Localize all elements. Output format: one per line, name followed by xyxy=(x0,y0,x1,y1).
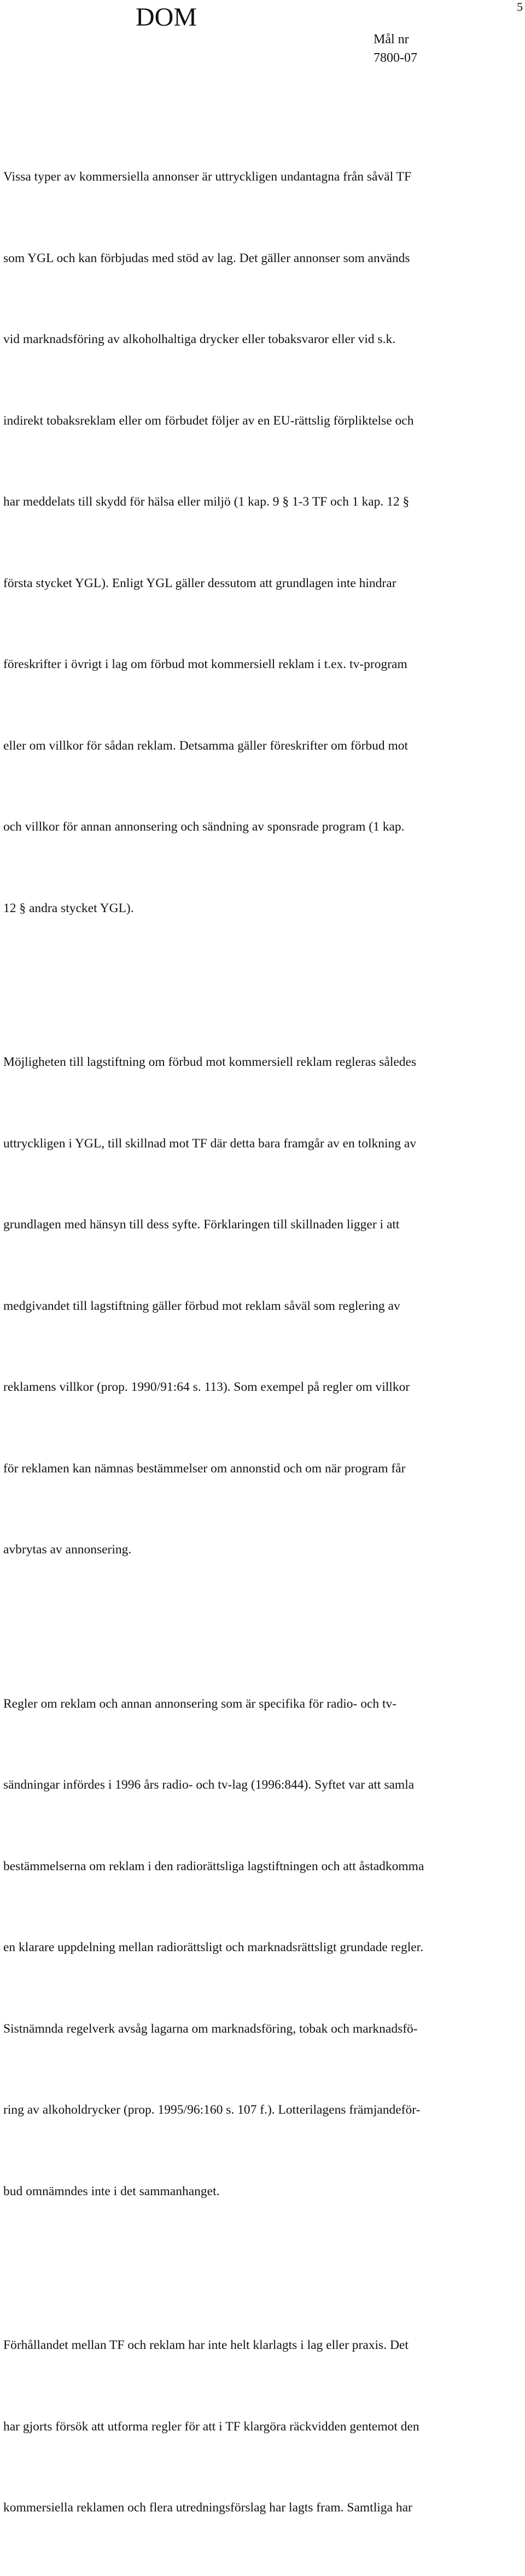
text-line: för reklamen kan nämnas bestämmelser om annonstid och om när program får xyxy=(3,1461,406,1476)
text-line: bestämmelserna om reklam i den radiorättsliga lagstiftningen och att åstadkomma xyxy=(3,1859,424,1873)
text-line: grundlagen med hänsyn till dess syfte. Förklaringen till skillnaden ligger i att xyxy=(3,1217,400,1232)
paragraph-2 xyxy=(3,995,517,1618)
text-line: indirekt tobaksreklam eller om förbudet följer av en EU-rättslig förpliktelse och xyxy=(3,413,414,428)
text-line: föreskrifter i övrigt i lag om förbud mot kommersiell reklam i t.ex. tv-program xyxy=(3,657,407,671)
text-line: avbrytas av annonsering. xyxy=(3,1542,132,1557)
text-line: första stycket YGL). Enligt YGL gäller dessutom att grundlagen inte hindrar xyxy=(3,576,396,590)
text-line: ring av alkoholdrycker (prop. 1995/96:160 s. 107 f.). Lotterilagens främjandeför- xyxy=(3,2103,421,2117)
text-line: bud omnämndes inte i det sammanhanget. xyxy=(3,2184,220,2198)
paragraph-1 xyxy=(3,109,517,976)
text-line: uttryckligen i YGL, till skillnad mot TF där detta bara framgår av en tolkning av xyxy=(3,1136,417,1151)
text-line: vid marknadsföring av alkoholhaltiga drycker eller tobaksvaror eller vid s.k. xyxy=(3,332,396,346)
case-reference xyxy=(374,30,417,67)
paragraph-3 xyxy=(3,1637,517,2260)
case-label: Mål nr xyxy=(374,32,409,47)
text-line: eller om villkor för sådan reklam. Detsamma gäller föreskrifter om förbud mot xyxy=(3,738,409,753)
text-line: Vissa typer av kommersiella annonser är uttryckligen undantagna från såväl TF xyxy=(3,170,412,184)
text-line: Förhållandet mellan TF och reklam har inte helt klarlagts i lag eller praxis. Det xyxy=(3,2338,409,2352)
document-body xyxy=(3,109,517,2576)
text-line: Möjligheten till lagstiftning om förbud mot kommersiell reklam regleras således xyxy=(3,1055,417,1069)
text-line: sändningar infördes i 1996 års radio- och tv-lag (1996:844). Syftet var att samla xyxy=(3,1778,415,1792)
page-header xyxy=(0,0,525,93)
text-line: kommersiella reklamen och flera utredningsförslag har lagts fram. Samtliga har xyxy=(3,2500,412,2515)
text-line: medgivandet till lagstiftning gäller förbud mot reklam såväl som reglering av xyxy=(3,1298,400,1313)
paragraph-4 xyxy=(3,2278,517,2576)
document-title: DOM xyxy=(136,3,197,32)
text-line: reklamens villkor (prop. 1990/91:64 s. 113). Som exempel på regler om villkor xyxy=(3,1380,410,1394)
text-line: Sistnämnda regelverk avsåg lagarna om marknadsföring, tobak och marknadsfö- xyxy=(3,2021,418,2036)
case-number: 7800-07 xyxy=(374,51,417,65)
text-line: har meddelats till skydd för hälsa eller miljö (1 kap. 9 § 1-3 TF och 1 kap. 12 § xyxy=(3,495,410,509)
text-line: Regler om reklam och annan annonsering som är specifika för radio- och tv- xyxy=(3,1696,397,1711)
text-line: och villkor för annan annonsering och sändning av sponsrade program (1 kap. xyxy=(3,820,405,834)
page-number: 5 xyxy=(517,0,523,14)
text-line: en klarare uppdelning mellan radiorättsligt och marknadsrättsligt grundade regler. xyxy=(3,1940,424,1954)
text-line: har gjorts försök att utforma regler för att i TF klargöra räckvidden gentemot den xyxy=(3,2419,419,2434)
text-line: som YGL och kan förbjudas med stöd av lag. Det gäller annonser som används xyxy=(3,251,410,265)
text-line: 12 § andra stycket YGL). xyxy=(3,901,134,915)
